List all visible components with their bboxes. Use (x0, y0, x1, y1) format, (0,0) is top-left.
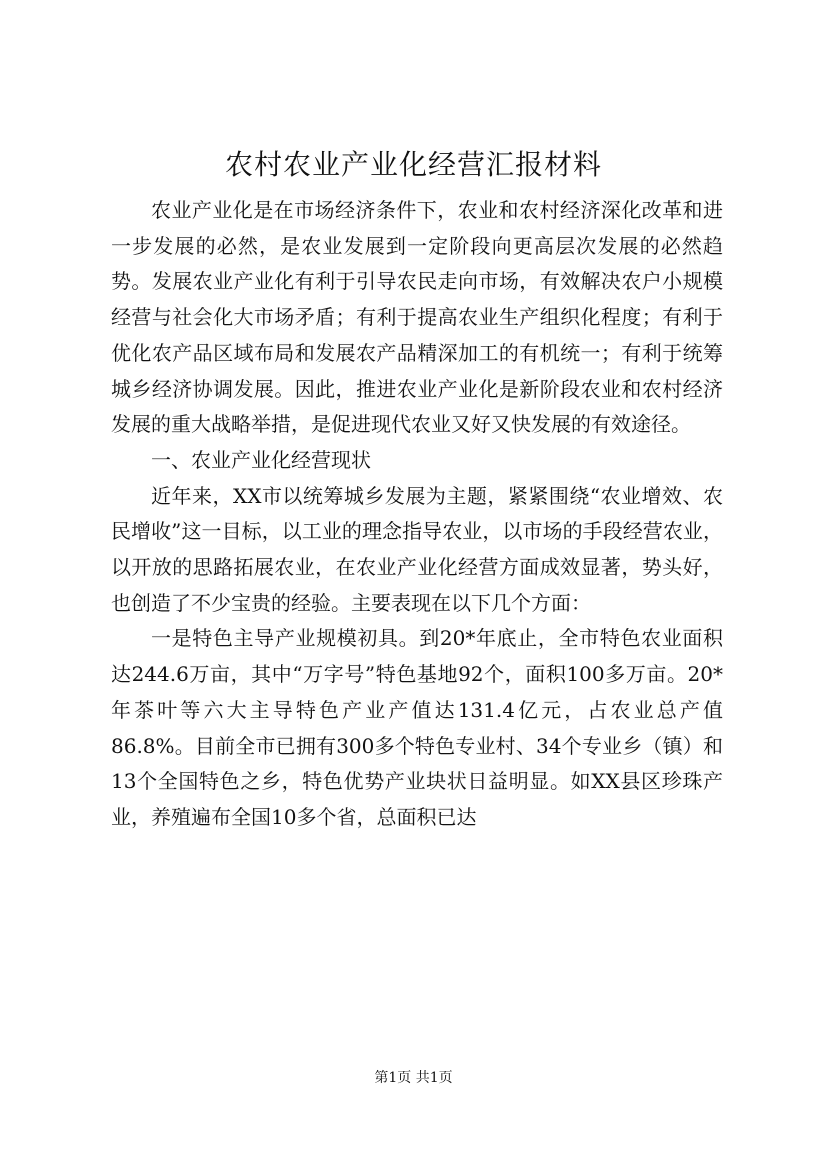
page-number-footer: 第1页 共1页 (374, 1070, 453, 1086)
section-heading: 一、农业产业化经营现状 (151, 447, 371, 472)
document-body (111, 193, 723, 836)
paragraph-intro: 农业产业化是在市场经济条件下，农业和农村经济深化改革和进一步发展的必然，是农业发展到一定阶段向更高层次发展的必然趋势。发展农业产业化有利于引导农民走向市场，有效解决农户小规模经营与社会化大市场矛盾；有利于提高农业生产组织化程度；有利于优化农产品区域布局和发展农产品精深加工的有机统一；有利于统筹城乡经济协调发展。因此，推进农业产业化是新阶段农业和农村经济发展的重大战略举措，是促进现代农业又好又快发展的有效途径。 (111, 198, 723, 437)
paragraph-first-point: 一是特色主导产业规模初具。到20*年底止，全市特色农业面积达244.6万亩，其中“万字号”特色基地92个，面积100多万亩。20*年茶叶等六大主导特色产业产值达131.4亿元，占农业总产值86.8%。目前全市已拥有300多个特色专业村、34个专业乡（镇）和13个全国特色之乡，特色优势产业块状日益明显。如XX县区珍珠产业，养殖遍布全国10多个省，总面积已达 (111, 626, 723, 829)
paragraph-recent-years: 近年来，XX市以统筹城乡发展为主题，紧紧围绕“农业增效、农民增收”这一目标，以工业的理念指导农业，以市场的手段经营农业，以开放的思路拓展农业，在农业产业化经营方面成效显著，势头好，也创造了不少宝贵的经验。主要表现在以下几个方面： (111, 483, 723, 615)
document-title: 农村农业产业化经营汇报材料 (224, 148, 602, 181)
